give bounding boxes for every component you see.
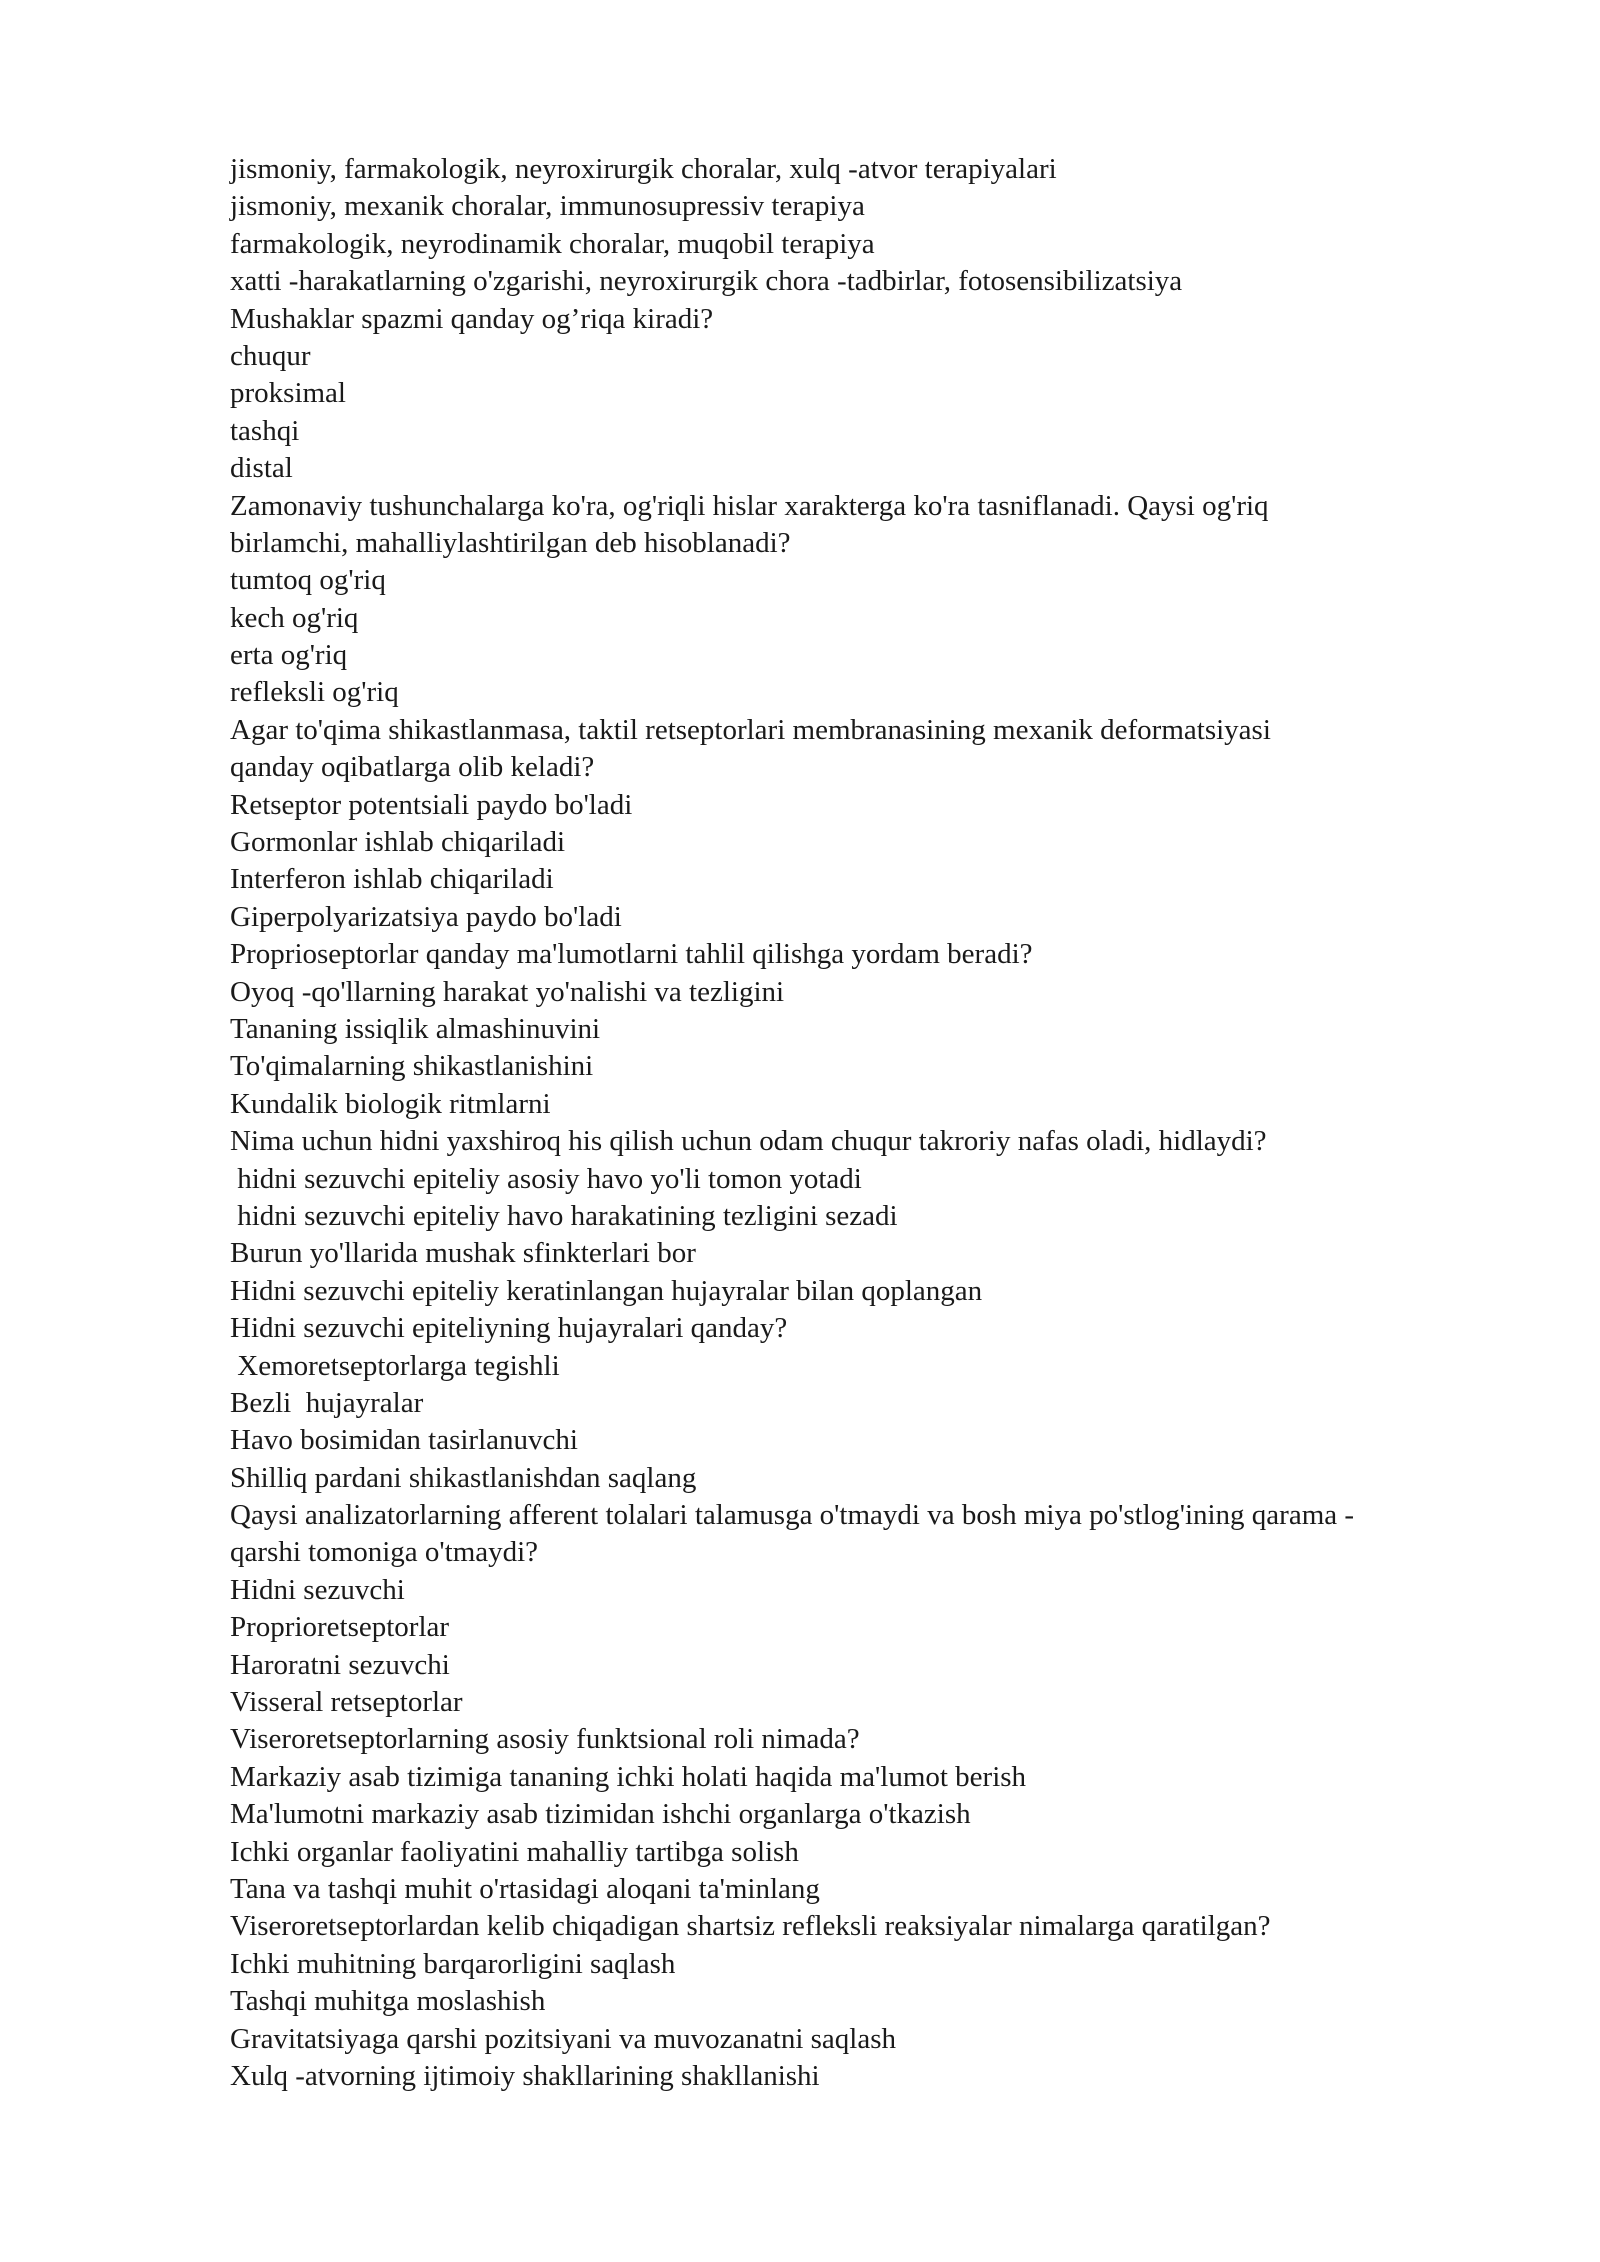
text-line: Tananing issiqlik almashinuvini: [230, 1012, 601, 1045]
text-line: kech og'riq: [230, 601, 359, 634]
text-line: Burun yo'llarida mushak sfinkterlari bor: [230, 1237, 696, 1270]
text-line: qarshi tomoniga o'tmaydi?: [230, 1536, 539, 1569]
text-line: Ma'lumotni markaziy asab tizimidan ishchi organlarga o'tkazish: [230, 1798, 971, 1831]
text-line: Shilliq pardani shikastlanishdan saqlang: [230, 1461, 697, 1494]
text-line: Kundalik biologik ritmlarni: [230, 1087, 551, 1120]
text-line: jismoniy, farmakologik, neyroxirurgik choralar, xulq -atvor terapiyalari: [230, 153, 1057, 185]
text-line: Bezli hujayralar: [230, 1386, 424, 1419]
text-line: Hidni sezuvchi epiteliyning hujayralari qanday?: [230, 1312, 788, 1345]
text-line: Qaysi analizatorlarning afferent tolalari talamusga o'tmaydi va bosh miya po'stlog'ining qarama -: [230, 1499, 1355, 1532]
text-line: Nima uchun hidni yaxshiroq his qilish uchun odam chuqur takroriy nafas oladi, hidlaydi?: [230, 1125, 1267, 1158]
text-line: proksimal: [230, 377, 346, 410]
text-line: Ichki organlar faoliyatini mahalliy tartibga solish: [230, 1835, 799, 1868]
text-line: birlamchi, mahalliylashtirilgan deb hisoblanadi?: [230, 526, 791, 559]
text-line: Zamonaviy tushunchalarga ko'ra, og'riqli hislar xarakterga ko'ra tasniflanadi. Qaysi og'riq: [230, 489, 1269, 522]
text-line: chuqur: [230, 339, 311, 372]
text-line: Haroratni sezuvchi: [230, 1648, 450, 1681]
text-line: xatti -harakatlarning o'zgarishi, neyroxirurgik chora -tadbirlar, fotosensibilizatsiya: [230, 265, 1183, 298]
text-line: Tashqi muhitga moslashish: [230, 1985, 546, 2018]
text-line: erta og'riq: [230, 639, 348, 672]
text-line: hidni sezuvchi epiteliy asosiy havo yo'li tomon yotadi: [230, 1162, 862, 1195]
text-line: Hidni sezuvchi: [230, 1573, 405, 1606]
text-line: Oyoq -qo'llarning harakat yo'nalishi va tezligini: [230, 975, 785, 1008]
text-line: To'qimalarning shikastlanishini: [230, 1050, 594, 1083]
text-line: hidni sezuvchi epiteliy havo harakatining tezligini sezadi: [230, 1199, 898, 1232]
text-line: Retseptor potentsiali paydo bo'ladi: [230, 788, 633, 821]
text-line: Tana va tashqi muhit o'rtasidagi aloqani ta'minlang: [230, 1872, 820, 1905]
text-line: farmakologik, neyrodinamik choralar, muqobil terapiya: [230, 227, 875, 260]
text-line: Xulq -atvorning ijtimoiy shakllarining shakllanishi: [230, 2059, 820, 2092]
text-line: refleksli og'riq: [230, 676, 399, 709]
text-line: Markaziy asab tizimiga tananing ichki holati haqida ma'lumot berish: [230, 1760, 1027, 1793]
text-line: qanday oqibatlarga olib keladi?: [230, 751, 595, 784]
text-line: Xemoretseptorlarga tegishli: [230, 1349, 560, 1382]
text-line: Interferon ishlab chiqariladi: [230, 863, 554, 896]
text-line: Viseroretseptorlarning asosiy funktsional roli nimada?: [230, 1723, 860, 1756]
text-line: Giperpolyarizatsiya paydo bo'ladi: [230, 900, 622, 933]
text-line: Havo bosimidan tasirlanuvchi: [230, 1424, 578, 1457]
text-line: Visseral retseptorlar: [230, 1686, 463, 1719]
text-line: Proprioretseptorlar: [230, 1611, 450, 1644]
text-line: Proprioseptorlar qanday ma'lumotlarni tahlil qilishga yordam beradi?: [230, 938, 1033, 971]
text-line: Gormonlar ishlab chiqariladi: [230, 826, 566, 859]
document-text: [230, 151, 1530, 2095]
text-line: Agar to'qima shikastlanmasa, taktil retseptorlari membranasining mexanik deformatsiyasi: [230, 713, 1271, 746]
text-line: tashqi: [230, 414, 300, 447]
text-line: tumtoq og'riq: [230, 564, 386, 597]
text-line: distal: [230, 452, 293, 485]
text-line: Mushaklar spazmi qanday og’riqa kiradi?: [230, 302, 714, 335]
text-line: Viseroretseptorlardan kelib chiqadigan shartsiz refleksli reaksiyalar nimalarga qaratilgan?: [230, 1910, 1271, 1943]
text-line: jismoniy, mexanik choralar, immunosupressiv terapiya: [230, 190, 865, 223]
text-line: Hidni sezuvchi epiteliy keratinlangan hujayralar bilan qoplangan: [230, 1274, 983, 1307]
text-line: Gravitatsiyaga qarshi pozitsiyani va muvozanatni saqlash: [230, 2022, 897, 2055]
text-line: Ichki muhitning barqarorligini saqlash: [230, 1947, 676, 1980]
